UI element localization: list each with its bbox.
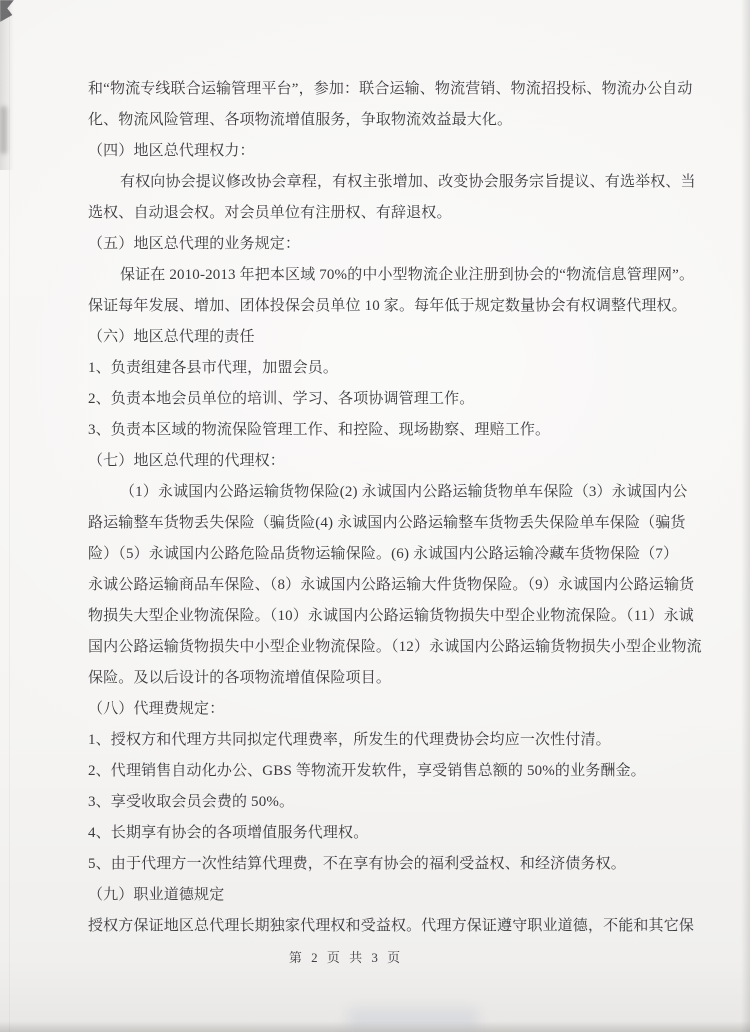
paragraph-line: 保险。及以后设计的各项物流增值保险项目。 <box>88 670 392 686</box>
scan-left-smudge <box>0 106 7 154</box>
list-item-3: 3、享受收取会员会费的 50%。 <box>88 794 295 810</box>
scan-bottom-smudge <box>348 1008 478 1030</box>
paragraph-line: （1）永诚国内公路运输货物保险(2) 永诚国内公路运输货物单车保险（3）永诚国内公 <box>120 484 688 500</box>
page-number: 第 2 页 共 3 页 <box>288 950 404 965</box>
paragraph-line: 有权向协会提议修改协会章程，有权主张增加、改变协会服务宗旨提议、有选举权、当 <box>120 174 696 190</box>
paragraph-line: 路运输整车货物丢失保险（骗货险(4) 永诚国内公路运输整车货物丢失保险单车保险（骗货 <box>88 515 686 531</box>
scan-right-edge <box>741 0 750 1032</box>
list-item-2: 2、代理销售自动化办公、GBS 等物流开发软件，享受销售总额的 50%的业务酬金。 <box>88 763 646 779</box>
paragraph-line: 选权、自动退会权。对会员单位有注册权、有辞退权。 <box>88 205 452 221</box>
paragraph-line: 永诚公路运输商品车保险、（8）永诚国内公路运输大件货物保险。（9）永诚国内公路运输货 <box>88 577 695 593</box>
section-heading-8: （八）代理费规定： <box>88 701 225 717</box>
paragraph-line: 化、物流风险管理、各项物流增值服务，争取物流效益最大化。 <box>88 112 513 128</box>
section-heading-5: （五）地区总代理的业务规定： <box>88 236 301 252</box>
section-heading-9: （九）职业道德规定 <box>88 887 225 903</box>
paragraph-line: 保证在 2010-2013 年把本区域 70%的中小型物流企业注册到协会的“物流信息管理网”。 <box>120 267 695 283</box>
list-item-1: 1、负责组建各县市代理，加盟会员。 <box>88 360 339 376</box>
paragraph-line: 保证每年发展、增加、团体投保会员单位 10 家。每年低于规定数量协会有权调整代理权。 <box>88 298 687 314</box>
list-item-5: 5、由于代理方一次性结算代理费，不在享有协会的福利受益权、和经济债务权。 <box>88 856 626 872</box>
list-item-1: 1、授权方和代理方共同拟定代理费率，所发生的代理费协会均应一次性付清。 <box>88 732 611 748</box>
paragraph-line: 险）（5）永诚国内公路危险品货物运输保险。(6) 永诚国内公路运输冷藏车货物保险（7） <box>88 546 679 562</box>
section-heading-7: （七）地区总代理的代理权： <box>88 453 285 469</box>
paragraph-line: 国内公路运输货物损失中小型企业物流保险。（12）永诚国内公路运输货物损失小型企业物流 <box>88 639 702 655</box>
paragraph-line: 物损失大型企业物流保险。（10）永诚国内公路运输货物损失中型企业物流保险。（11）永诚 <box>88 608 694 624</box>
scan-fold-line <box>9 0 10 1032</box>
list-item-2: 2、负责本地会员单位的培训、学习、各项协调管理工作。 <box>88 391 475 407</box>
section-heading-6: （六）地区总代理的责任 <box>88 329 255 345</box>
list-item-3: 3、负责本区域的物流保险管理工作、和控险、现场勘察、理赔工作。 <box>88 422 551 438</box>
section-heading-4: （四）地区总代理权力： <box>88 143 255 159</box>
paragraph-line: 和“物流专线联合运输管理平台”，参加：联合运输、物流营销、物流招投标、物流办公自动 <box>88 81 693 97</box>
paragraph-line: 授权方保证地区总代理长期独家代理权和受益权。代理方保证遵守职业道德，不能和其它保 <box>88 918 695 934</box>
document-text-block <box>88 74 702 942</box>
list-item-4: 4、长期享有协会的各项增值服务代理权。 <box>88 825 369 841</box>
